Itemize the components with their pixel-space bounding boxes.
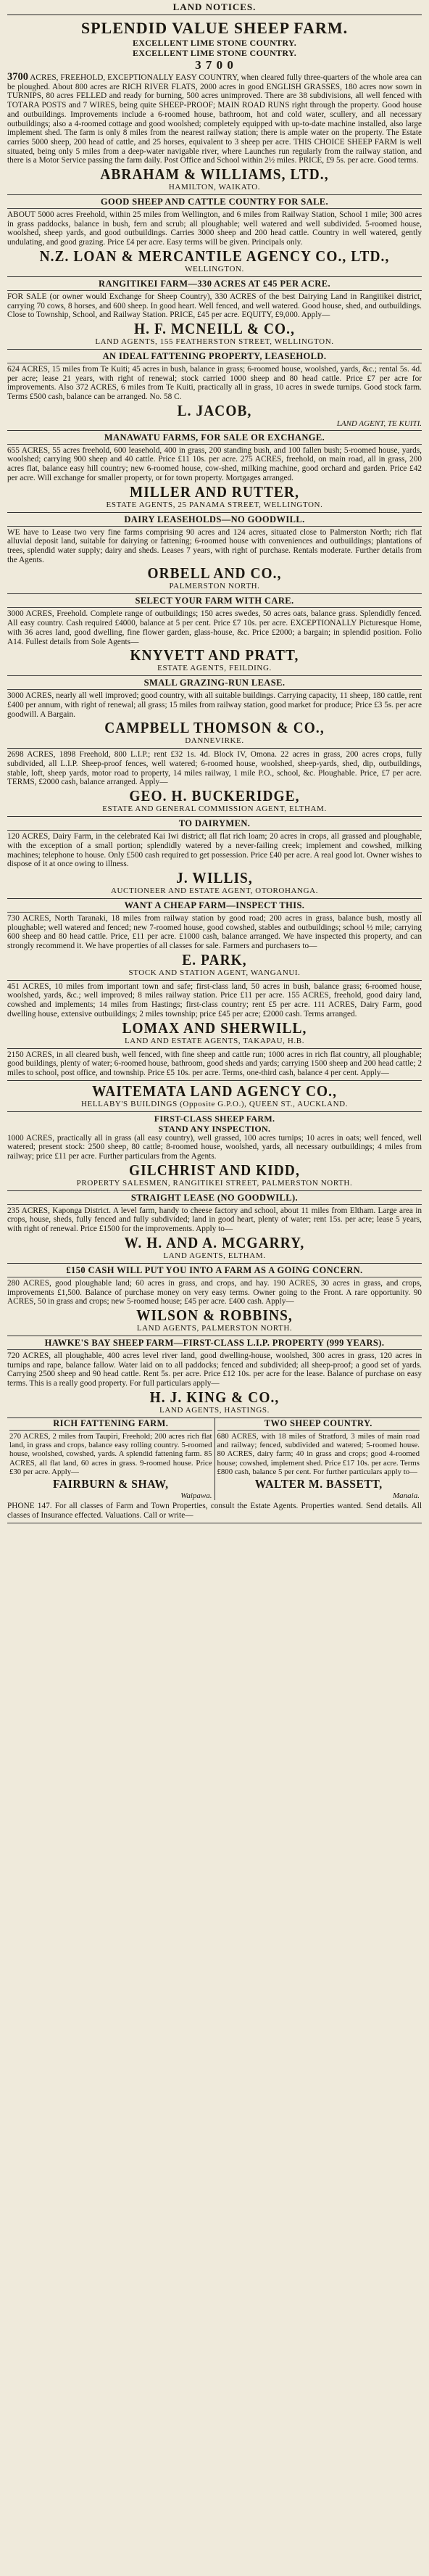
ad-agent: GEO. H. BUCKERIDGE, xyxy=(129,787,300,805)
ad-agent: FAIRBURN & SHAW, xyxy=(52,1477,169,1491)
ad-body: ABOUT 5000 acres Freehold, within 25 miles from Wellington, and 6 miles from Railway Station, School 1 mile; 300 acres in grass paddocks, balance in bush, fern and scrub; all ploughable; well watered and well subdivided. 5-roomed house, woolshed, sheep yards, and good outbuildings. Carries 3000 sheep and 200 head cattle. Country in well watered, gently undulating, and good grazing. Price £4 per acre. Easy terms will be given. Principals only. xyxy=(7,210,422,247)
ad-agent: L. JACOB, xyxy=(177,401,252,419)
ad-agent: GILCHRIST AND KIDD, xyxy=(129,1161,300,1179)
ad-fattening-property xyxy=(7,350,422,431)
ad-title: SELECT YOUR FARM WITH CARE. xyxy=(7,596,422,608)
ad-body-text: ACRES, FREEHOLD, EXCEPTIONALLY EASY COUNTRY, when cleared fully three-quarters of the whole area can be ploughed. About 800 acres are RICH RIVER FLATS, 2000 acres in good ENGLISH GRASSES, 180 acres now sown in TURNIPS, 80 acres FELLED and ready for burning, 500 acres unimproved. There are 38 subdivisions, all well fenced with TOTARA POSTS and 7 WIRES, being quite SHEEP-PROOF; MAIN ROAD RUNS right through the property. Good house and outbuildings. Improvements include a 6-roomed house, bathroom, hot and cold water, scullery, and all necessary outbuildings; also a 4-roomed cottage and good woolshed; completely equipped with up-to-date machine installed, also large implement shed. The farm is only 8 miles from the nearest railway station; there is ample water on the property. The Estate carries 5000 sheep, 200 head of cattle, and 25 horses, equivalent to 3 sheep per acre. THIS CHOICE SHEEP FARM is well situated, being only 5 miles from a deep-water navigable river, where Launches run regularly from the railway station, and there is a Motor Service passing the farm daily. Post Office and School within 2½ miles. PRICE, £9 5s. per acre. Good terms. xyxy=(7,73,422,165)
ad-body: 680 ACRES, with 18 miles of Stratford, 3 miles of main road and railway; fenced, subdivided and watered; 5-roomed house. 80 ACRES, dairy farm; 40 in grass and crops; good 4-roomed house; cowshed, implement shed. Price £17 10s. per acre. Terms £800 cash, balance 5 per cent. For further particulars apply to— xyxy=(217,1431,420,1476)
ad-agent: MILLER AND RUTTER, xyxy=(129,482,300,501)
ad-body: 280 ACRES, good ploughable land; 60 acres in grass, and crops, and hay. 190 ACRES, 30 acres in grass, and crops, improvements £1,500. Balance of purchase money on very easy terms. Owner going to the Front. A rare opportunity. 90 ACRES, 50 in grass and crops; new 5-roomed house; £45 per acre. £400 cash. Apply— xyxy=(7,1278,422,1306)
two-column-section xyxy=(7,1418,422,1500)
ad-agent-address: ESTATE AND GENERAL COMMISSION AGENT, ELTHAM. xyxy=(102,805,327,814)
ad-agent: ABRAHAM & WILLIAMS, LTD., xyxy=(100,165,329,184)
ad-body: 1000 ACRES, practically all in grass (all easy country), well grassed, 100 acres turnips; 10 acres in oats; well fenced, well watered; present stock: 2500 sheep, 80 cattle; 8-roomed house, woolshed, yards, all necessary outbuildings; 4 miles from railway; price £11 per acre. Further particulars from the Agents. xyxy=(7,1133,422,1161)
ad-agent: W. H. AND A. MCGARRY, xyxy=(124,1233,305,1251)
ad-omona-block xyxy=(7,749,422,817)
footer-text: PHONE 147. For all classes of Farm and Town Properties, consult the Estate Agents. Properties wanted. Send details. All classes of Insurance effected. Valuations. Call or write— xyxy=(7,1502,422,1520)
ad-going-concern xyxy=(7,1264,422,1336)
ad-body: 2698 ACRES, 1898 Freehold, 800 L.I.P.; rent £32 1s. 4d. Block IV, Omona. 22 acres in grass, 200 acres crops, fully subdivided, all L.I.P. Sheep-proof fences, well watered; 6-roomed house, woolshed, sheep-yards, shed, dip, outbuildings, stable, loft, sheep yards, motor road to property, 14 miles railway, 1 mile P.O., school, &c. Ploughable. Price, £7 per acre. TERMS, £2000 cash, balance arranged. Apply— xyxy=(7,750,422,787)
ad-title: RICH FATTENING FARM. xyxy=(9,1418,212,1431)
ad-agent-address: LAND AGENT, TE KUITI. xyxy=(336,419,422,428)
ad-title: STRAIGHT LEASE (NO GOODWILL). xyxy=(7,1193,422,1205)
ad-title: MANAWATU FARMS, FOR SALE OR EXCHANGE. xyxy=(7,432,422,445)
ad-agent-address: WELLINGTON. xyxy=(185,264,244,273)
ad-agent: E. PARK, xyxy=(182,950,247,968)
ad-cleared-bush xyxy=(7,1049,422,1081)
ad-hawkes-bay-sheep-farm xyxy=(7,1336,422,1418)
ad-body: WE have to Lease two very fine farms comprising 90 acres and 124 acres, situated close to Palmerston North; rich flat alluvial deposit land, suitable for dairying or fattening; 6-roomed house with conveniences and outbuildings; plantations of trees, splendid water supply; dairy and sheds. Leases 7 years, with right of purchase. Rentals moderate. Further details from the Agents. xyxy=(7,527,422,564)
ad-title: RANGITIKEI FARM—330 ACRES AT £45 PER ACRE. xyxy=(7,279,422,291)
ad-waitemata xyxy=(7,1081,422,1112)
ad-agent: WALTER M. BASSETT, xyxy=(254,1477,383,1491)
ad-agent-address: ESTATE AGENTS, 25 PANAMA STREET, WELLINGTON. xyxy=(106,500,323,509)
ad-body: FOR SALE (or owner would Exchange for Sheep Country), 330 ACRES of the best Dairying Land in Rangitikei district, carrying 70 cows, 8 horses, and 600 sheep. In good heart. Well fenced, and well watered. Good house, shed, and outbuildings. Close to Township, School, and Railway Station. PRICE, £45 per acre. EQUITY, £9,000. Apply— xyxy=(7,292,422,320)
ad-agent: ORBELL AND CO., xyxy=(147,564,282,583)
ad-title: SMALL GRAZING-RUN LEASE. xyxy=(7,678,422,690)
ad-grazing-run xyxy=(7,676,422,749)
ad-title: GOOD SHEEP AND CATTLE COUNTRY FOR SALE. xyxy=(7,197,422,209)
masthead: LAND NOTICES. xyxy=(7,1,422,15)
ad-body xyxy=(7,73,422,165)
ad-agent-address: STOCK AND STATION AGENT, WANGANUI. xyxy=(128,968,301,977)
ad-agent: H. J. KING & CO., xyxy=(149,1388,280,1406)
ad-select-farm xyxy=(7,594,422,676)
ad-agent-address: HELLABY'S BUILDINGS (Opposite G.P.O.), QUEEN ST., AUCKLAND. xyxy=(80,1099,349,1108)
ad-agent: CAMPBELL THOMSON & CO., xyxy=(104,719,325,737)
ad-agent-address: LAND AGENTS, HASTINGS. xyxy=(159,1405,270,1415)
ad-body: 655 ACRES, 55 acres freehold, 600 leasehold, 400 in grass, 200 standing bush, and 100 fallen bush; 5-roomed house, yards, woolshed; carrying 900 sheep and 40 cattle. Price £11 10s. per acre. 275 ACRES, freehold, on main road, all in grass, 200 acres flat, balance easy hill country; new 6-roomed house, cow-shed, milking machine, good orchard and garden. Price £42 per acre. Will exchange for smaller property, or for town property. Mortgages arranged. xyxy=(7,445,422,482)
ad-agent-address: HAMILTON, WAIKATO. xyxy=(168,183,261,192)
ad-subtitle: STAND ANY INSPECTION. xyxy=(158,1123,271,1134)
ad-agent: WAITEMATA LAND AGENCY CO., xyxy=(91,1082,338,1100)
ad-footer xyxy=(7,1500,422,1523)
ad-title: WANT A CHEAP FARM—INSPECT THIS. xyxy=(7,900,422,913)
ad-agent: J. WILLIS, xyxy=(176,868,253,886)
ad-agent-address: LAND AND ESTATE AGENTS, TAKAPAU, H.B. xyxy=(124,1036,305,1045)
ad-agent: LOMAX AND SHERWILL, xyxy=(122,1019,307,1037)
ad-body: 2150 ACRES, in all cleared bush, well fenced, with fine sheep and cattle run; 1000 acres in rich flat country, all ploughable; good buildings, plenty of water; 6-roomed house, bathroom, good sheds and yards; carrying 1500 sheep and 200 head cattle; 2 miles to school, post office, and township. Price £5 10s. per acre. Terms, one-third cash, balance 4 per cent. Apply— xyxy=(7,1050,422,1077)
ad-body: 120 ACRES, Dairy Farm, in the celebrated Kai Iwi district; all flat rich loam; 20 acres in crops, all grassed and ploughable, with the exception of a small portion; splendidly watered by a never-failing creek; implement and cowshed, milking machines; telephone to house. Only £500 cash required to get possession. Price £40 per acre. A real good lot. Owner wishes to dispose of it at once owing to illness. xyxy=(7,832,422,869)
ad-body: 3000 ACRES, Freehold. Complete range of outbuildings; 150 acres swedes, 50 acres oats, balance grass. Splendidly fenced. All easy country. Cash required £4000, balance at 5 per cent. Price £7 10s. per acre. EXCEPTIONALLY Picturesque Home, with 36 acres land, good dwelling, fine flower garden, glass-house, &c. Price £2000; a bargain; in splendid position. Folio A14. Fullest details from Sole Agents— xyxy=(7,609,422,646)
ad-agent: KNYVETT AND PRATT, xyxy=(130,646,299,664)
ad-first-class-sheep-farm xyxy=(7,1112,422,1191)
ad-title: SPLENDID VALUE SHEEP FARM. xyxy=(80,19,349,37)
ad-agent: N.Z. LOAN & MERCANTILE AGENCY CO., LTD., xyxy=(39,247,390,265)
ad-sheep-farm xyxy=(7,17,422,195)
ad-agent-address: LAND AGENTS, ELTHAM. xyxy=(163,1251,266,1260)
ad-title: TO DAIRYMEN. xyxy=(7,818,422,831)
ad-agent-address: LAND AGENTS, 155 FEATHERSTON STREET, WELLINGTON. xyxy=(95,337,334,346)
ad-title: DAIRY LEASEHOLDS—NO GOODWILL. xyxy=(7,514,422,527)
ad-title: £150 CASH WILL PUT YOU INTO A FARM AS A GOING CONCERN. xyxy=(7,1265,422,1277)
ad-subtitle: EXCELLENT LIME STONE COUNTRY. xyxy=(132,48,297,58)
ad-agent: WILSON & ROBBINS, xyxy=(136,1306,293,1324)
ad-agent-address: PROPERTY SALESMEN, RANGITIKEI STREET, PALMERSTON NORTH. xyxy=(76,1178,353,1188)
ad-hawkes-bay-lots xyxy=(7,981,422,1049)
ad-acreage: 3 7 0 0 xyxy=(195,58,234,72)
ad-rangitikei-farm xyxy=(7,277,422,350)
ad-agent-address: AUCTIONEER AND ESTATE AGENT, OTOROHANGA. xyxy=(110,886,319,895)
ad-body: 235 ACRES, Kaponga District. A level farm, handy to cheese factory and school, about 11 miles from Eltham. Large area in crops, house, sheds, fully fenced and fully subdivided; land in good heart, plenty of water; rent 15s. per acre; lease 5 years, with right of renewal. Price £1500 for the improvements. Apply to— xyxy=(7,1206,422,1234)
ad-to-dairymen xyxy=(7,817,422,899)
ad-body: 624 ACRES, 15 miles from Te Kuiti; 45 acres in bush, balance in grass; 6-roomed house, woolshed, yards, &c.; rental 5s. 4d. per acre; lease 21 years, with right of renewal; stock carried 1000 sheep and 80 head cattle. Price £7 per acre for improvements. Also 372 ACRES, 6 miles from Te Kuiti, practically all in grass, 10 acres in swede turnips. Good stock farm. Terms £500 cash, balance can be arranged. No. 58 C. xyxy=(7,364,422,402)
ad-title: TWO SHEEP COUNTRY. xyxy=(217,1418,420,1431)
ad-agent-address: ESTATE AGENTS, FEILDING. xyxy=(157,664,272,673)
ad-body: 730 ACRES, North Taranaki, 18 miles from railway station by good road; 200 acres in grass, balance bush, mostly all ploughable; well watered and fenced; new 7-roomed house, good cowshed, stables and outbuildings; school ½ mile; carrying 600 sheep and 80 head cattle. Price, £11 per acre. £1000 cash, balance arranged. We have inspected this property, and can strongly recommend it. We have properties of all classes for sale. Farmers and purchasers to— xyxy=(7,913,422,951)
ad-straight-lease xyxy=(7,1191,422,1264)
ad-cheap-farm xyxy=(7,899,422,981)
ad-body: 720 ACRES, all ploughable, 400 acres level river land, good dwelling-house, woolshed, 300 acres in grass, 120 acres in turnips and rape, balance fallow. Water laid on to all paddocks; fenced and subdivided; all sheep-proof; a good set of yards. Carrying 2500 sheep and 90 head cattle. Rent 5s. per acre. Price £12 10s. per acre for the lease. Balance of purchase on easy terms. This is a really good property. For full particulars apply— xyxy=(7,1351,422,1388)
ad-agent-address: LAND AGENTS, PALMERSTON NORTH. xyxy=(136,1324,293,1333)
ad-subtitle: EXCELLENT LIME STONE COUNTRY. xyxy=(132,38,297,48)
ad-body: 270 ACRES, 2 miles from Taupiri, Freehold; 200 acres rich flat land, in grass and crops, balance easy rolling country. 5-roomed house, woolshed, cowshed, yards. A splendid fattening farm. 85 ACRES, all flat land, 60 acres in grass. 9-roomed house. Price £30 per acre. Apply— xyxy=(9,1431,212,1476)
ad-dairy-leaseholds xyxy=(7,513,422,595)
ad-sheep-cattle xyxy=(7,195,422,277)
ad-body: 451 ACRES, 10 miles from important town and safe; first-class land, 50 acres in bush, balance grass; 6-roomed house, woolshed, yards, &c.; well improved; 8 miles railway station. Price £11 per acre. 155 ACRES, freehold, good dairy land, cowshed and implements; 14 miles from Hastings; first-class country; rent £5 per acre. 111 ACRES, Dairy Farm, good dwelling house, extensive outbuildings; 2 miles township; price £45 per acre; £2000 cash. Terms arranged. xyxy=(7,982,422,1019)
newspaper-page xyxy=(7,0,422,1523)
ad-agent-address: PALMERSTON NORTH. xyxy=(169,582,260,591)
ad-agent: H. F. MCNEILL & CO., xyxy=(133,319,296,337)
ad-title: AN IDEAL FATTENING PROPERTY, LEASEHOLD. xyxy=(7,351,422,363)
ad-manawatu-farms xyxy=(7,431,422,513)
ad-lead-figure: 3700 xyxy=(7,71,28,83)
ad-title: HAWKE'S BAY SHEEP FARM—FIRST-CLASS L.I.P. PROPERTY (999 YEARS). xyxy=(7,1338,422,1350)
ad-agent-address: Manaia. xyxy=(393,1491,420,1501)
ad-rich-fattening-farm xyxy=(7,1418,214,1500)
ad-agent-address: Waipawa. xyxy=(180,1491,212,1501)
ad-body: 3000 ACRES, nearly all well improved; good country, with all suitable buildings. Carrying capacity, 11 sheep, 180 cattle, rent £400 per annum, with right of renewal; all grass; 15 miles from railway station, good market for produce; Price £3 5s. per acre goodwill. A Bargain. xyxy=(7,691,422,719)
ad-title: FIRST-CLASS SHEEP FARM. xyxy=(154,1113,275,1124)
ad-two-sheep-country xyxy=(214,1418,422,1500)
ad-agent-address: DANNEVIRKE. xyxy=(185,736,244,746)
